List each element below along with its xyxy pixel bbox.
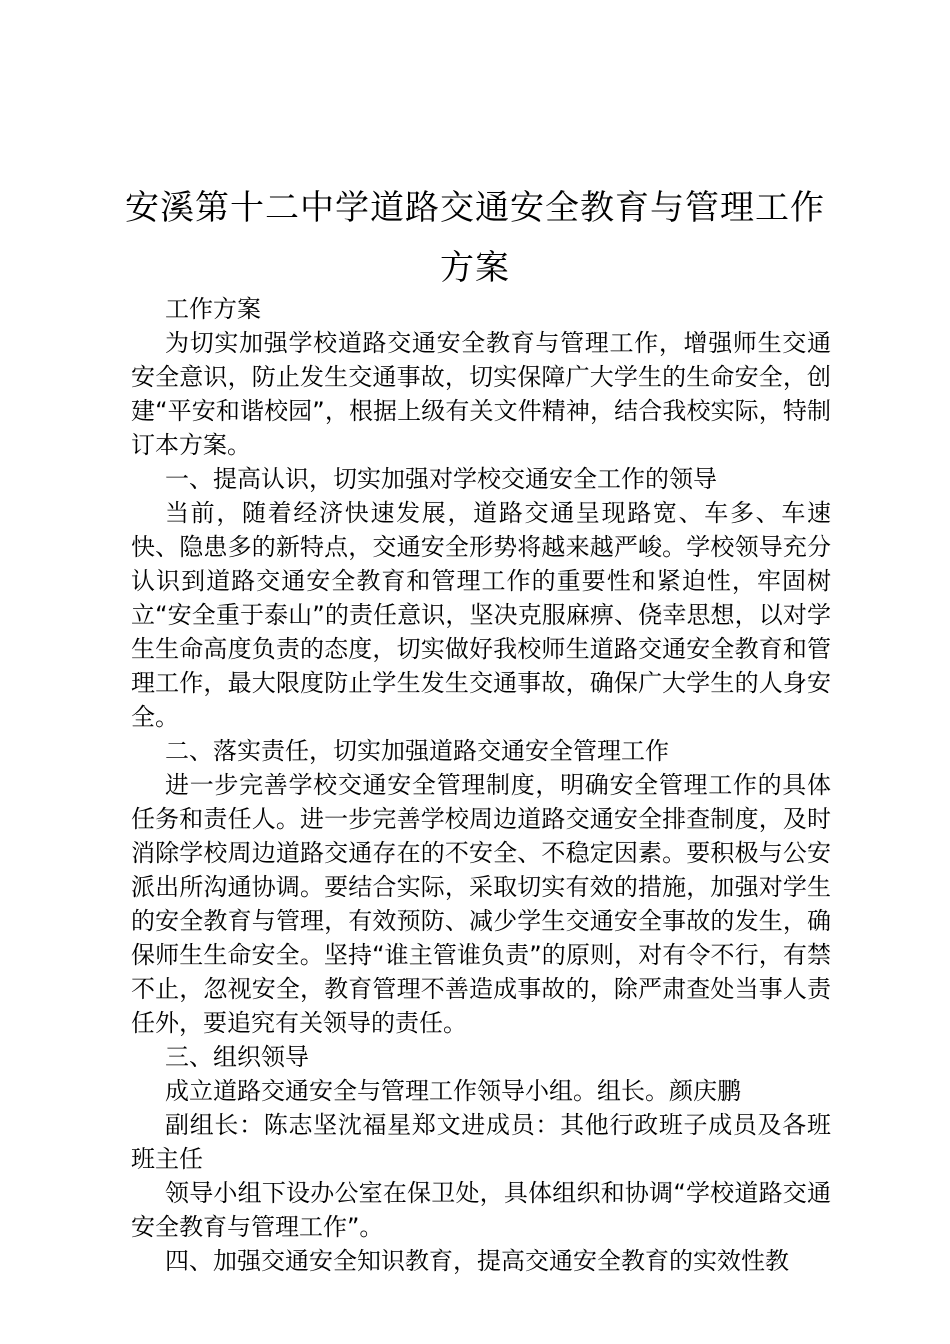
paragraph-heading-plan: 工作方案 [165, 295, 261, 323]
section-heading-4: 四、加强交通安全知识教育，提高交通安全教育的实效性教 [165, 1247, 789, 1275]
section-heading-3: 三、组织领导 [165, 1043, 309, 1071]
paragraph-section-2: 进一步完善学校交通安全管理制度，明确安全管理工作的具体任务和责任人。进一步完善学校周边道路交通安全排查制度，及时消除学校周边道路交通存在的不安全、不稳定因素。要积极与公安派出所沟通协调。要结合实际，采取切实有效的措施，加强对学生的安全教育与管理，有效预防、减少学生交通安全事故的发生，确保师生生命安全。坚持“谁主管谁负责”的原则，对有令不行，有禁不止，忽视安全，教育管理不善造成事故的，除严肃查处当事人责任外，要追究有关领导的责任。 [131, 771, 831, 1037]
document-body [131, 292, 831, 1278]
paragraph-section-1: 当前，随着经济快速发展，道路交通呈现路宽、车多、车速快、隐患多的新特点，交通安全形势将越来越严峻。学校领导充分认识到道路交通安全教育和管理工作的重要性和紧迫性，牢固树立“安全重于泰山”的责任意识，坚决克服麻痹、侥幸思想，以对学生生命高度负责的态度，切实做好我校师生道路交通安全教育和管理工作，最大限度防止学生发生交通事故，确保广大学生的人身安全。 [131, 499, 831, 731]
section-heading-1: 一、提高认识，切实加强对学校交通安全工作的领导 [165, 465, 717, 493]
section-heading-2: 二、落实责任，切实加强道路交通安全管理工作 [165, 737, 669, 765]
paragraph-office: 领导小组下设办公室在保卫处，具体组织和协调“学校道路交通安全教育与管理工作”。 [131, 1179, 831, 1241]
paragraph-deputy-members: 副组长：陈志坚沈福星郑文进成员：其他行政班子成员及各班班主任 [131, 1111, 831, 1173]
paragraph-intro: 为切实加强学校道路交通安全教育与管理工作，增强师生交通安全意识，防止发生交通事故，切实保障广大学生的生命安全，创建“平安和谐校园”，根据上级有关文件精神，结合我校实际，特制订本方案。 [131, 329, 831, 459]
document-title: 安溪第十二中学道路交通安全教育与管理工作方案 [125, 188, 825, 288]
paragraph-leader-group: 成立道路交通安全与管理工作领导小组。组长。颜庆鹏 [165, 1077, 741, 1105]
